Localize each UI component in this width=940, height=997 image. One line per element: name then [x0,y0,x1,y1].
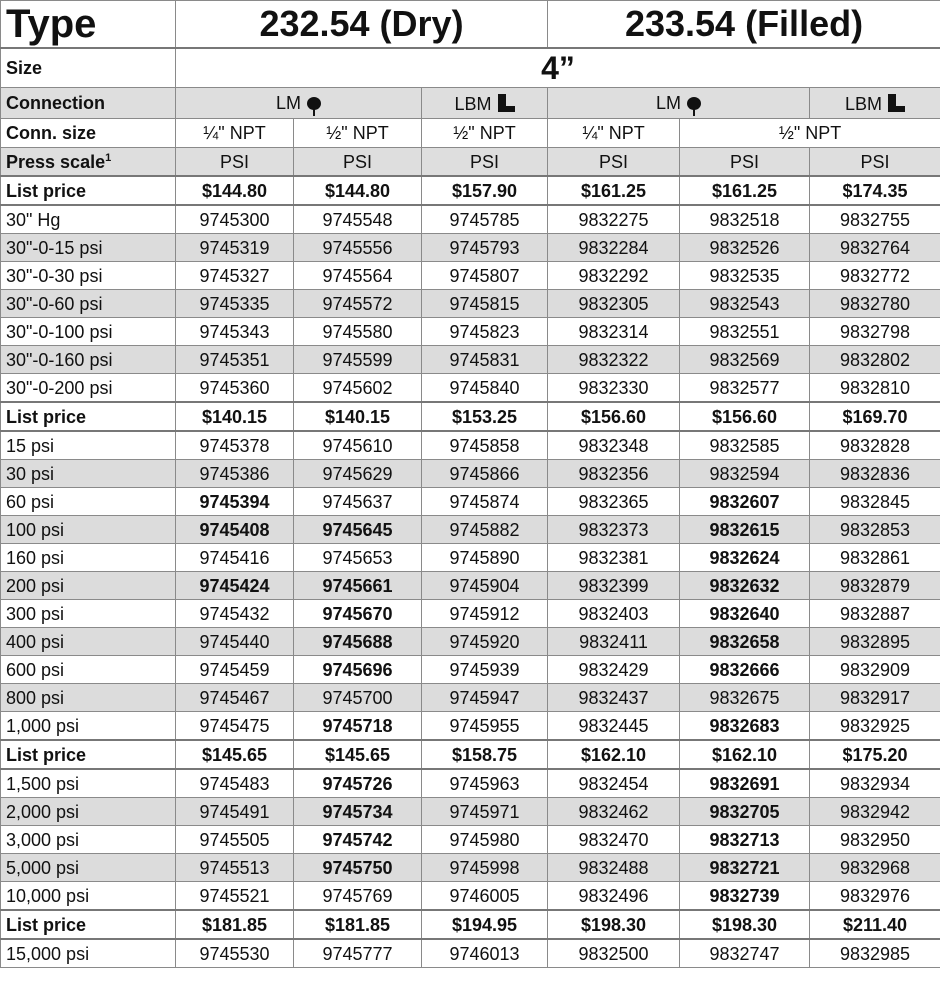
part-number-cell: 9745793 [422,234,548,262]
part-number-cell: 9745483 [176,769,294,798]
table-row [1,656,940,684]
part-number-cell: 9832934 [810,769,940,798]
press-scale-text: Press scale [6,151,106,172]
table-row [1,544,940,572]
price-cell: $169.70 [810,402,940,431]
price-cell: $140.15 [294,402,422,431]
part-number-cell: 9745602 [294,374,422,403]
range-label: 30"-0-30 psi [1,262,176,290]
price-cell: $162.10 [680,740,810,769]
part-number-cell: 9832569 [680,346,810,374]
range-label: 30"-0-60 psi [1,290,176,318]
back-mount-gauge-icon [888,94,905,112]
part-number-cell: 9745785 [422,205,548,234]
part-number-cell: 9745432 [176,600,294,628]
part-number-cell: 9832950 [810,826,940,854]
price-cell: $153.25 [422,402,548,431]
price-cell: $145.65 [294,740,422,769]
table-row [1,628,940,656]
list-price-row [1,910,940,939]
part-number-cell: 9832607 [680,488,810,516]
part-number-cell: 9745866 [422,460,548,488]
part-number-cell: 9832691 [680,769,810,798]
range-label: 100 psi [1,516,176,544]
price-cell: $158.75 [422,740,548,769]
range-label: 1,500 psi [1,769,176,798]
stem-mount-gauge-icon [687,97,701,110]
conn-size-row [1,119,940,148]
part-number-cell: 9745718 [294,712,422,741]
part-number-cell: 9832705 [680,798,810,826]
part-number-cell: 9745742 [294,826,422,854]
part-number-cell: 9745750 [294,854,422,882]
part-number-cell: 9832292 [548,262,680,290]
table-row [1,262,940,290]
table-row [1,826,940,854]
part-number-cell: 9832887 [810,600,940,628]
part-number-cell: 9832535 [680,262,810,290]
part-number-cell: 9745688 [294,628,422,656]
part-number-cell: 9832853 [810,516,940,544]
part-number-cell: 9832925 [810,712,940,741]
list-price-row [1,740,940,769]
part-number-cell: 9832348 [548,431,680,460]
filled-lbm-header [810,88,940,119]
part-number-cell: 9832632 [680,572,810,600]
size-row [1,48,940,88]
part-number-cell: 9832445 [548,712,680,741]
part-number-cell: 9832683 [680,712,810,741]
range-label: 160 psi [1,544,176,572]
part-number-cell: 9832615 [680,516,810,544]
table-row [1,374,940,403]
part-number-cell: 9745424 [176,572,294,600]
part-number-cell: 9745971 [422,798,548,826]
part-number-cell: 9832314 [548,318,680,346]
lbm-label: LBM [454,93,492,114]
part-number-cell: 9745319 [176,234,294,262]
table-row [1,234,940,262]
part-number-cell: 9745491 [176,798,294,826]
range-label: 30"-0-160 psi [1,346,176,374]
price-cell: $198.30 [680,910,810,939]
part-number-cell: 9745416 [176,544,294,572]
part-number-cell: 9745378 [176,431,294,460]
price-cell: $140.15 [176,402,294,431]
part-number-cell: 9745769 [294,882,422,911]
part-number-cell: 9832810 [810,374,940,403]
part-number-cell: 9745505 [176,826,294,854]
part-number-cell: 9832976 [810,882,940,911]
part-number-cell: 9745874 [422,488,548,516]
conn-size-label: Conn. size [1,119,176,148]
part-number-cell: 9832322 [548,346,680,374]
footnote-marker: 1 [105,151,112,164]
part-number-cell: 9745440 [176,628,294,656]
table-row [1,939,940,968]
table-row [1,712,940,741]
part-number-cell: 9832437 [548,684,680,712]
part-number-cell: 9832330 [548,374,680,403]
table-row [1,572,940,600]
type-row [1,1,940,49]
part-number-cell: 9745653 [294,544,422,572]
unit-cell: PSI [680,148,810,177]
part-number-cell: 9832373 [548,516,680,544]
range-label: 1,000 psi [1,712,176,741]
unit-cell: PSI [294,148,422,177]
part-number-cell: 9832543 [680,290,810,318]
part-number-cell: 9832780 [810,290,940,318]
part-number-cell: 9832488 [548,854,680,882]
part-number-cell: 9745580 [294,318,422,346]
size-value: 4” [176,48,940,88]
table-row [1,600,940,628]
range-label: 5,000 psi [1,854,176,882]
dry-model-header: 232.54 (Dry) [176,1,548,49]
range-label: 30"-0-200 psi [1,374,176,403]
part-number-cell: 9745475 [176,712,294,741]
part-number-cell: 9832802 [810,346,940,374]
part-number-cell: 9745459 [176,656,294,684]
part-number-cell: 9832356 [548,460,680,488]
range-label: 30 psi [1,460,176,488]
price-cell: $144.80 [294,176,422,205]
part-number-cell: 9745912 [422,600,548,628]
range-label: 200 psi [1,572,176,600]
part-number-cell: 9832305 [548,290,680,318]
part-number-cell: 9832551 [680,318,810,346]
lm-label: LM [275,93,301,113]
part-number-cell: 9745840 [422,374,548,403]
part-number-cell: 9832658 [680,628,810,656]
table-row [1,290,940,318]
list-price-label: List price [1,740,176,769]
part-number-cell: 9832917 [810,684,940,712]
connection-label: Connection [1,88,176,119]
price-cell: $161.25 [680,176,810,205]
part-number-cell: 9832500 [548,939,680,968]
part-number-cell: 9832429 [548,656,680,684]
part-number-cell: 9832594 [680,460,810,488]
dry-lm-header [176,88,422,119]
range-label: 600 psi [1,656,176,684]
table-row [1,346,940,374]
stem-mount-gauge-icon [307,97,321,110]
part-number-cell: 9745700 [294,684,422,712]
list-price-label: List price [1,910,176,939]
price-cell: $157.90 [422,176,548,205]
part-number-cell: 9745548 [294,205,422,234]
part-number-cell: 9832666 [680,656,810,684]
part-number-cell: 9745920 [422,628,548,656]
table-row [1,882,940,911]
table-row [1,769,940,798]
price-cell: $175.20 [810,740,940,769]
part-number-cell: 9745904 [422,572,548,600]
part-number-cell: 9745327 [176,262,294,290]
part-number-cell: 9745831 [422,346,548,374]
part-number-cell: 9745726 [294,769,422,798]
price-cell: $144.80 [176,176,294,205]
part-number-cell: 9832640 [680,600,810,628]
part-number-cell: 9745610 [294,431,422,460]
part-number-cell: 9832942 [810,798,940,826]
range-label: 60 psi [1,488,176,516]
part-number-cell: 9745882 [422,516,548,544]
table-row [1,205,940,234]
range-label: 800 psi [1,684,176,712]
part-number-cell: 9832518 [680,205,810,234]
part-number-cell: 9745521 [176,882,294,911]
part-number-cell: 9832585 [680,431,810,460]
part-number-cell: 9745998 [422,854,548,882]
part-number-cell: 9745777 [294,939,422,968]
unit-cell: PSI [548,148,680,177]
conn-size-value: ½" NPT [422,119,548,148]
price-cell: $198.30 [548,910,680,939]
part-number-cell: 9832403 [548,600,680,628]
part-number-cell: 9832828 [810,431,940,460]
part-number-cell: 9745394 [176,488,294,516]
conn-size-value: ¼" NPT [176,119,294,148]
press-scale-row [1,148,940,177]
range-label: 3,000 psi [1,826,176,854]
part-number-cell: 9745890 [422,544,548,572]
unit-cell: PSI [422,148,548,177]
part-number-cell: 9832764 [810,234,940,262]
list-price-row [1,176,940,205]
part-number-cell: 9832624 [680,544,810,572]
part-number-cell: 9832399 [548,572,680,600]
part-number-cell: 9832879 [810,572,940,600]
part-number-cell: 9745980 [422,826,548,854]
conn-size-value: ½" NPT [294,119,422,148]
back-mount-gauge-icon [498,94,515,112]
table-row [1,488,940,516]
part-number-cell: 9832284 [548,234,680,262]
part-number-cell: 9745645 [294,516,422,544]
part-number-cell: 9832798 [810,318,940,346]
list-price-label: List price [1,176,176,205]
part-number-cell: 9745530 [176,939,294,968]
part-number-cell: 9745963 [422,769,548,798]
price-cell: $174.35 [810,176,940,205]
part-number-cell: 9832411 [548,628,680,656]
part-number-cell: 9832985 [810,939,940,968]
part-number-cell: 9745408 [176,516,294,544]
part-number-cell: 9832747 [680,939,810,968]
part-number-cell: 9832845 [810,488,940,516]
part-number-cell: 9745947 [422,684,548,712]
price-cell: $162.10 [548,740,680,769]
lm-label: LM [656,93,682,113]
part-number-cell: 9832365 [548,488,680,516]
range-label: 30"-0-15 psi [1,234,176,262]
part-number-cell: 9832454 [548,769,680,798]
table-row [1,684,940,712]
table-row [1,798,940,826]
part-number-cell: 9832739 [680,882,810,911]
table-row [1,460,940,488]
table-row [1,431,940,460]
part-number-cell: 9832470 [548,826,680,854]
press-scale-label [1,148,176,177]
part-number-cell: 9832462 [548,798,680,826]
part-number-cell: 9745360 [176,374,294,403]
unit-cell: PSI [810,148,940,177]
part-number-cell: 9832836 [810,460,940,488]
part-number-cell: 9746005 [422,882,548,911]
table-row [1,516,940,544]
range-label: 400 psi [1,628,176,656]
filled-lm-header [548,88,810,119]
price-cell: $181.85 [294,910,422,939]
table-row [1,318,940,346]
part-number-cell: 9832721 [680,854,810,882]
part-number-cell: 9745564 [294,262,422,290]
part-number-cell: 9745823 [422,318,548,346]
price-cell: $181.85 [176,910,294,939]
part-number-cell: 9745637 [294,488,422,516]
part-number-cell: 9745955 [422,712,548,741]
size-label: Size [1,48,176,88]
part-number-cell: 9745858 [422,431,548,460]
conn-size-value: ½" NPT [680,119,940,148]
part-number-cell: 9832526 [680,234,810,262]
range-label: 2,000 psi [1,798,176,826]
part-number-cell: 9745939 [422,656,548,684]
part-number-cell: 9832861 [810,544,940,572]
part-number-cell: 9745696 [294,656,422,684]
part-number-cell: 9745629 [294,460,422,488]
part-number-cell: 9745351 [176,346,294,374]
part-number-cell: 9745386 [176,460,294,488]
price-cell: $211.40 [810,910,940,939]
part-number-cell: 9745670 [294,600,422,628]
part-number-cell: 9745467 [176,684,294,712]
part-number-cell: 9832909 [810,656,940,684]
part-number-cell: 9832895 [810,628,940,656]
range-label: 15 psi [1,431,176,460]
dry-lbm-header [422,88,548,119]
part-number-cell: 9832713 [680,826,810,854]
part-number-cell: 9832496 [548,882,680,911]
price-cell: $145.65 [176,740,294,769]
table-body [1,176,940,968]
range-label: 10,000 psi [1,882,176,911]
part-number-cell: 9745343 [176,318,294,346]
part-number-cell: 9745335 [176,290,294,318]
range-label: 300 psi [1,600,176,628]
connection-row [1,88,940,119]
lbm-label: LBM [845,93,883,114]
filled-model-header: 233.54 (Filled) [548,1,940,49]
part-number-cell: 9745513 [176,854,294,882]
unit-cell: PSI [176,148,294,177]
price-cell: $194.95 [422,910,548,939]
range-label: 30"-0-100 psi [1,318,176,346]
part-number-cell: 9745815 [422,290,548,318]
price-cell: $161.25 [548,176,680,205]
conn-size-value: ¼" NPT [548,119,680,148]
part-number-cell: 9745300 [176,205,294,234]
part-number-cell: 9832381 [548,544,680,572]
part-number-cell: 9832275 [548,205,680,234]
part-number-cell: 9832577 [680,374,810,403]
price-cell: $156.60 [680,402,810,431]
part-number-cell: 9745807 [422,262,548,290]
part-number-cell: 9832772 [810,262,940,290]
price-cell: $156.60 [548,402,680,431]
part-number-cell: 9832755 [810,205,940,234]
range-label: 15,000 psi [1,939,176,968]
part-number-cell: 9745734 [294,798,422,826]
list-price-label: List price [1,402,176,431]
part-number-cell: 9746013 [422,939,548,968]
part-number-cell: 9745661 [294,572,422,600]
part-number-cell: 9832675 [680,684,810,712]
part-number-cell: 9745572 [294,290,422,318]
part-number-cell: 9832968 [810,854,940,882]
list-price-row [1,402,940,431]
type-label: Type [1,1,176,49]
part-number-cell: 9745599 [294,346,422,374]
part-number-cell: 9745556 [294,234,422,262]
table-row [1,854,940,882]
range-label: 30" Hg [1,205,176,234]
